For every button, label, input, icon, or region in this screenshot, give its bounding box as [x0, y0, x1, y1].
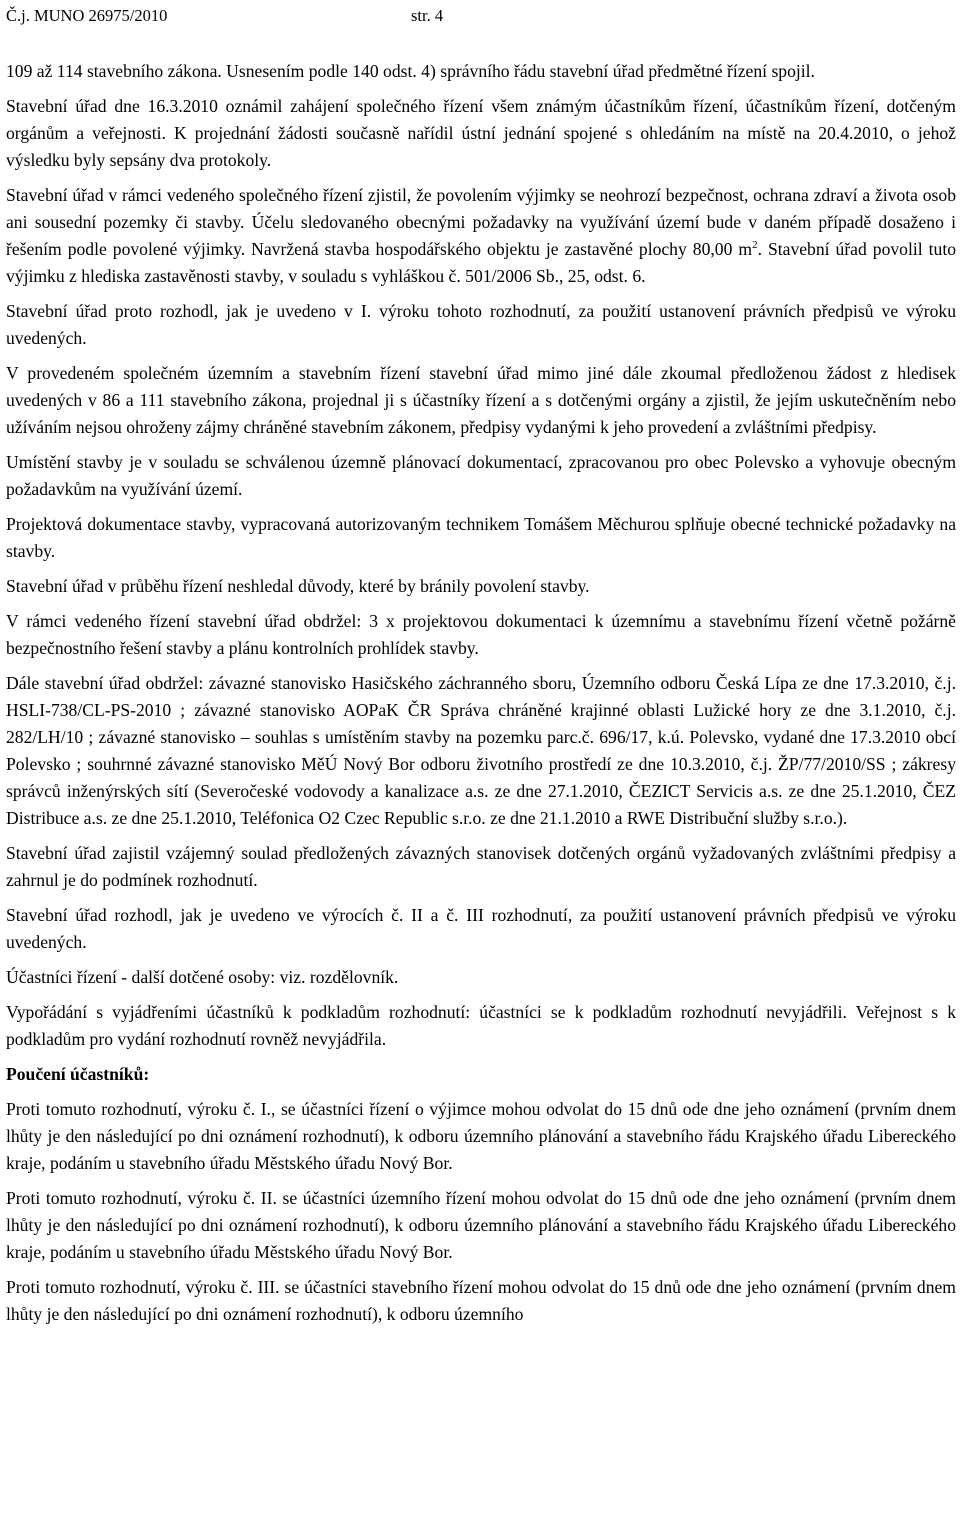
paragraph: V provedeném společném územním a stavebním řízení stavební úřad mimo jiné dále zkoumal předloženou žádost z hledisek uvedených v 86 a 111 stavebního zákona, projednal ji s účastníky řízení a s dotčenými orgány a zjistil, že jejím uskutečněním nebo užíváním nejsou ohroženy zájmy chráněné stavebním zákonem, předpisy vydanými k jeho provedení a zvláštními předpisy.: [6, 363, 956, 437]
paragraph: Vypořádání s vyjádřeními účastníků k podkladům rozhodnutí: účastníci se k podkladům rozhodnutí nevyjádřili. Veřejnost s k podkladům pro vydání rozhodnutí rovněž nevyjádřila.: [6, 1002, 956, 1049]
page-header: [6, 0, 956, 32]
paragraph-text: Stavební úřad v rámci vedeného společného řízení zjistil, že povolením výjimky se neohrozí bezpečnost, ochrana zdraví a života osob ani sousední pozemky či stavby. Účelu sledovaného obecnými požadavky na využívání území bude v daném případě dosaženo i řešením podle povolené výjimky. Navržená stavba hospodářského objektu je zastavěné plochy 80,00 m: [6, 185, 956, 259]
paragraph: Proti tomuto rozhodnutí, výroku č. I., se účastníci řízení o výjimce mohou odvolat do 15 dnů ode dne jeho oznámení (prvním dnem lhůty je den následující po dni oznámení rozhodnutí), k odboru územního plánování a stavebního řádu Krajského úřadu Libereckého kraje, podáním u stavebního úřadu Městského úřadu Nový Bor.: [6, 1099, 956, 1173]
section-heading: Poučení účastníků:: [6, 1064, 150, 1084]
paragraph: [6, 182, 956, 290]
document-page: [6, 0, 956, 1532]
paragraph: Proti tomuto rozhodnutí, výroku č. II. se účastníci územního řízení mohou odvolat do 15 dnů ode dne jeho oznámení (prvním dnem lhůty je den následující po dni oznámení rozhodnutí), k odboru územního plánování a stavebního řádu Krajského úřadu Libereckého kraje, podáním u stavebního úřadu Městského úřadu Nový Bor.: [6, 1188, 956, 1262]
document-reference: Č.j. MUNO 26975/2010: [6, 6, 168, 25]
paragraph: 109 až 114 stavebního zákona. Usnesením podle 140 odst. 4) správního řádu stavební úřad předmětné řízení spojil.: [6, 61, 815, 81]
paragraph: Stavební úřad rozhodl, jak je uvedeno ve výrocích č. II a č. III rozhodnutí, za použití ustanovení právních předpisů ve výroku uvedených.: [6, 905, 956, 952]
paragraph: Stavební úřad dne 16.3.2010 oznámil zahájení společného řízení všem známým účastníkům řízení, účastníkům řízení, dotčeným orgánům a veřejnosti. K projednání žádosti současně nařídil ústní jednání spojené s ohledáním na místě na 20.4.2010, o jehož výsledku byly sepsány dva protokoly.: [6, 96, 956, 170]
paragraph-text: . Stavební úřad povolil tuto výjimku z hlediska zastavěnosti stavby, v souladu s vyhláškou č. 501/2006 Sb., 25, odst. 6.: [6, 239, 956, 286]
paragraph: Projektová dokumentace stavby, vypracovaná autorizovaným technikem Tomášem Měchurou splňuje obecné technické požadavky na stavby.: [6, 514, 956, 561]
paragraph: Dále stavební úřad obdržel: závazné stanovisko Hasičského záchranného sboru, Územního odboru Česká Lípa ze dne 17.3.2010, č.j. HSLI-738/CL-PS-2010 ; závazné stanovisko AOPaK ČR Správa chráněné krajinné oblasti Lužické hory ze dne 3.1.2010, č.j. 282/LH/10 ; závazné stanovisko – souhlas s umístěním stavby na pozemku parc.č. 696/17, k.ú. Polevsko, vydané dne 17.3.2010 obcí Polevsko ; souhrnné závazné stanovisko MěÚ Nový Bor odboru životního prostředí ze dne 10.3.2010, č.j. ŽP/77/2010/SS ; zákresy správců inženýrských sítí (Severočeské vodovody a kanalizace a.s. ze dne 27.1.2010, ČEZICT Servicis a.s. ze dne 25.1.2010, ČEZ Distribuce a.s. ze dne 25.1.2010, Teléfonica O2 Czec Republic s.r.o. ze dne 21.1.2010 a RWE Distribuční služby s.r.o.).: [6, 673, 956, 828]
paragraph: Stavební úřad v průběhu řízení neshledal důvody, které by bránily povolení stavby.: [6, 576, 590, 596]
paragraph: Stavební úřad proto rozhodl, jak je uvedeno v I. výroku tohoto rozhodnutí, za použití ustanovení právních předpisů ve výroku uvedených.: [6, 301, 956, 348]
paragraph: Umístění stavby je v souladu se schválenou územně plánovací dokumentací, zpracovanou pro obec Polevsko a vyhovuje obecným požadavkům na využívání území.: [6, 452, 956, 499]
superscript: 2: [752, 239, 758, 252]
page-number: str. 4: [411, 6, 444, 25]
paragraph: Stavební úřad zajistil vzájemný soulad předložených závazných stanovisek dotčených orgánů vyžadovaných zvláštními předpisy a zahrnul je do podmínek rozhodnutí.: [6, 843, 956, 890]
paragraph: Proti tomuto rozhodnutí, výroku č. III. se účastníci stavebního řízení mohou odvolat do 15 dnů ode dne jeho oznámení (prvním dnem lhůty je den následující po dni oznámení rozhodnutí), k odboru územního: [6, 1277, 956, 1324]
paragraph: V rámci vedeného řízení stavební úřad obdržel: 3 x projektovou dokumentaci k územnímu a stavebnímu řízení včetně požárně bezpečnostního řešení stavby a plánu kontrolních prohlídek stavby.: [6, 611, 956, 658]
paragraph: Účastníci řízení - další dotčené osoby: viz. rozdělovník.: [6, 967, 399, 987]
